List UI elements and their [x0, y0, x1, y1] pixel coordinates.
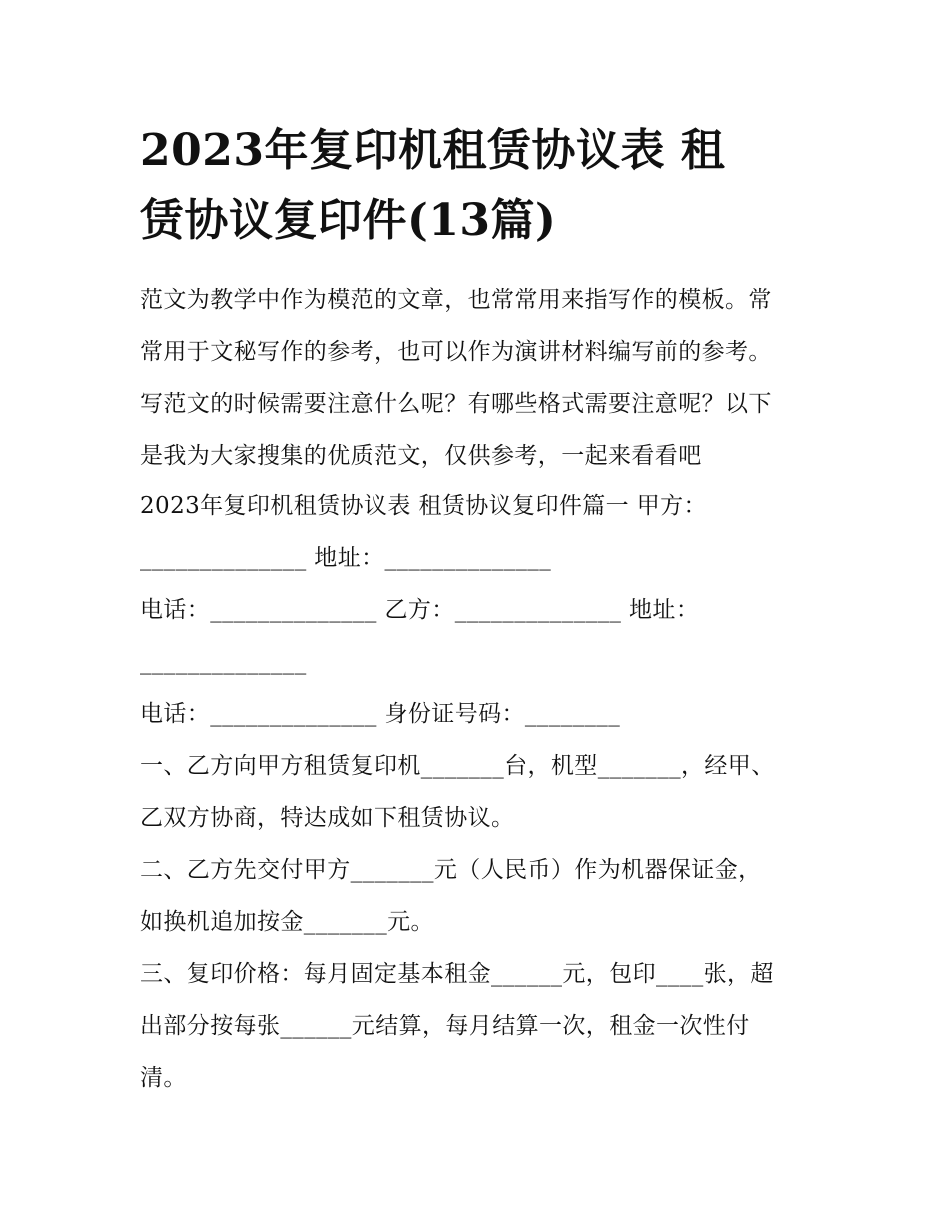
party-b-address-blank: ______________: [140, 649, 307, 675]
intro-line: 范文为教学中作为模范的文章，也常常用来指写作的模板。常: [140, 287, 772, 313]
clause-1-line: 乙双方协商，特达成如下租赁协议。: [140, 805, 515, 831]
clause-1-line: 一、乙方向甲方租赁复印机_______台，机型_______，经甲、: [140, 753, 775, 779]
clause-3-line: 清。: [140, 1065, 187, 1091]
contract-heading-line: 2023年复印机租赁协议表 租赁协议复印件篇一 甲方：: [140, 493, 707, 519]
intro-line: 是我为大家搜集的优质范文，仅供参考，一起来看看吧: [140, 443, 702, 469]
contract-section: [140, 480, 840, 1104]
title-line: 2023年复印机租赁协议表 租: [140, 125, 726, 176]
title-line: 赁协议复印件(13篇): [140, 195, 557, 246]
clause-2-line: 如换机追加按金_______元。: [140, 909, 434, 935]
clause-2-line: 二、乙方先交付甲方_______元（人民币）作为机器保证金，: [140, 857, 762, 883]
clause-3-line: 三、复印价格：每月固定基本租金______元，包印____张，超: [140, 961, 774, 987]
party-b-line: 电话：______________ 乙方：______________ 地址：: [140, 597, 700, 623]
intro-line: 写范文的时候需要注意什么呢？有哪些格式需要注意呢？以下: [140, 391, 772, 417]
party-b-phone-id-line: 电话：______________ 身份证号码：________: [140, 701, 621, 727]
party-a-address-line: ______________ 地址：______________: [140, 545, 552, 571]
intro-paragraph: [140, 274, 840, 482]
intro-line: 常用于文秘写作的参考，也可以作为演讲材料编写前的参考。: [140, 339, 772, 365]
document-title: [140, 116, 820, 256]
clause-3-line: 出部分按每张______元结算，每月结算一次，租金一次性付: [140, 1013, 750, 1039]
